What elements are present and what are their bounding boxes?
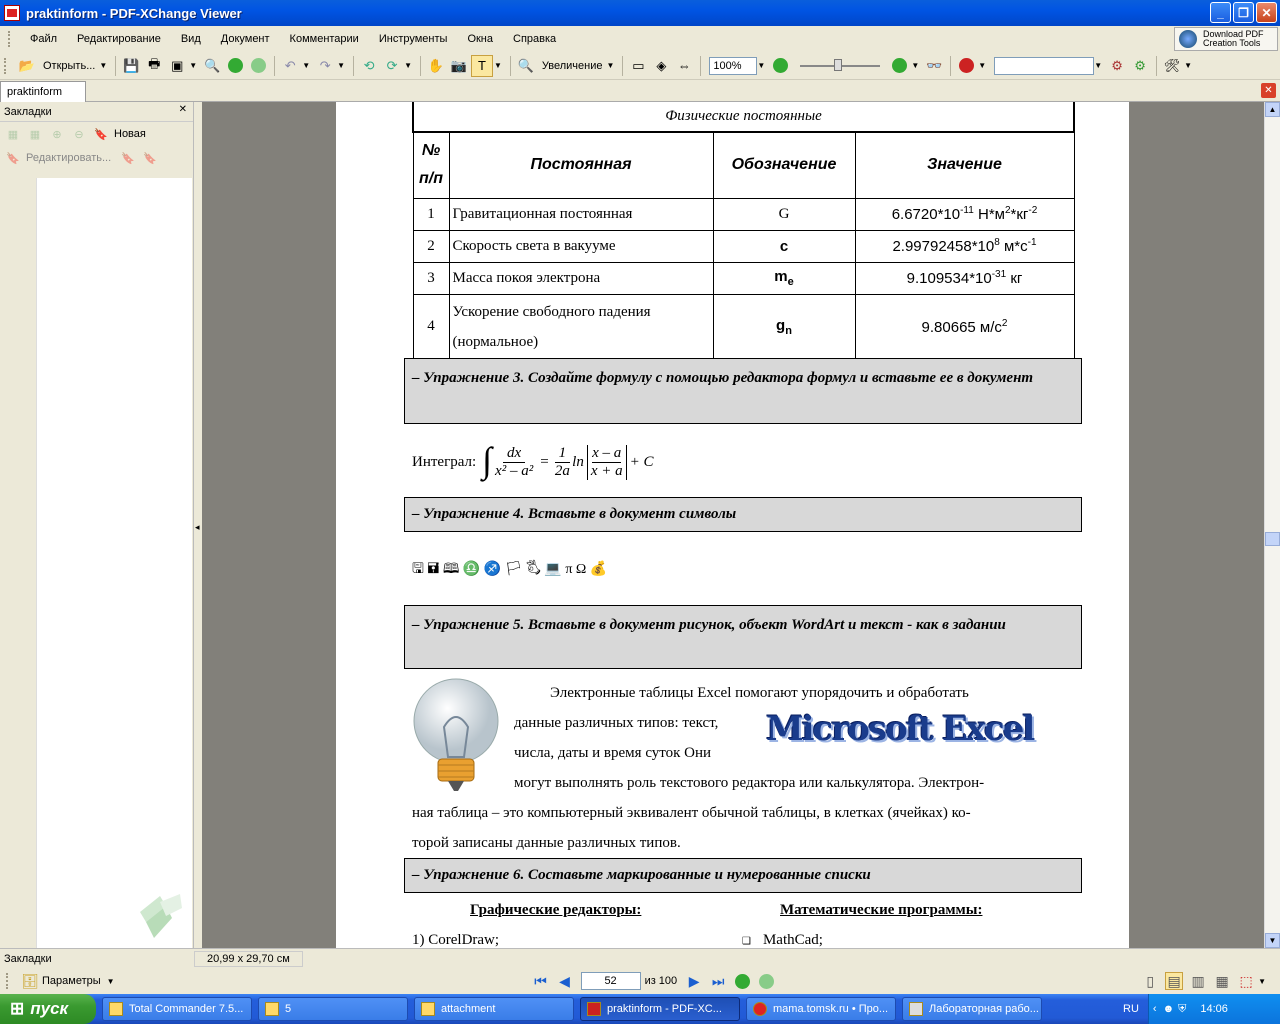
maximize-button[interactable]: ❐ <box>1233 2 1254 23</box>
taskbar-item-attachment[interactable]: attachment <box>414 997 574 1021</box>
row-number: 1 <box>413 198 449 230</box>
snapshot-icon[interactable]: 📷 <box>450 57 468 73</box>
row-value: $6.6720*10^{-11}$ $Н*м^2*кг^{-2}$ <box>855 198 1074 230</box>
continuous-page-icon[interactable]: ▤ <box>1165 972 1183 990</box>
document-tab-bar <box>0 80 1280 102</box>
find-icon[interactable]: 🔍 <box>204 57 221 73</box>
table-row <box>413 294 1074 359</box>
last-page-icon[interactable]: ⏭ <box>711 972 725 989</box>
lightbulb-image <box>408 677 502 795</box>
history-forward-icon[interactable] <box>757 972 775 990</box>
row-number: 3 <box>413 262 449 294</box>
row-symbol: $m_e$ <box>713 262 855 294</box>
header-value: Значение <box>855 132 1074 198</box>
collapse-icon[interactable]: ▦ <box>29 128 41 141</box>
scroll-down-icon[interactable]: ▼ <box>1265 933 1280 948</box>
undo-icon[interactable]: ↶ <box>284 57 296 73</box>
rotate-left-icon[interactable]: ⟲ <box>363 57 375 73</box>
text-select-icon[interactable]: T <box>471 55 493 77</box>
menu-comments[interactable]: Комментарии <box>289 33 359 45</box>
table-row <box>413 262 1074 294</box>
start-button[interactable]: ⊞ пуск <box>0 994 96 1024</box>
single-page-icon[interactable]: ▯ <box>1146 972 1155 989</box>
panel-splitter[interactable]: ◂ <box>194 102 202 948</box>
redo-icon[interactable]: ↷ <box>319 57 331 73</box>
download-line2: Creation Tools <box>1203 38 1261 48</box>
constants-table <box>412 102 1075 360</box>
move-bookmark-icon[interactable]: 🔖 <box>121 152 135 165</box>
open-dropdown-icon[interactable]: ▼ <box>99 61 108 70</box>
row-number: 2 <box>413 230 449 262</box>
download-line1: Download PDF <box>1203 29 1264 39</box>
integral-label: Интеграл: <box>412 453 477 470</box>
taskbar-item-opera[interactable]: mama.tomsk.ru • Про... <box>746 997 896 1021</box>
menu-bar <box>0 26 1280 52</box>
bookmarks-panel-title: Закладки <box>4 106 52 118</box>
title-bar <box>0 0 1280 26</box>
table-caption: Физические постоянные <box>413 102 1074 132</box>
header-symbol: Обозначение <box>713 132 855 198</box>
row-number: 4 <box>413 294 449 359</box>
continuous-facing-icon[interactable]: ▦ <box>1215 972 1229 989</box>
symbols-line: 🖫 🖬 🕮 ♎ ♐ 🏳 🖏 💻 π Ω 💰 <box>412 562 608 577</box>
save-icon[interactable]: 💾 <box>123 57 140 73</box>
page-size-label: 20,99 x 29,70 см <box>194 951 303 967</box>
scroll-up-icon[interactable]: ▲ <box>1265 102 1280 117</box>
prev-page-icon[interactable]: ◀ <box>559 972 570 989</box>
app-icon <box>4 5 20 21</box>
minimize-button[interactable]: _ <box>1210 2 1231 23</box>
back-icon[interactable] <box>224 55 246 77</box>
taskbar-item-total-commander[interactable]: Total Commander 7.5... <box>102 997 252 1021</box>
list-graphics-item: 1) CorelDraw; <box>412 932 500 948</box>
print-icon[interactable]: 🖶 <box>148 55 161 71</box>
row-symbol: G <box>713 198 855 230</box>
close-tab-icon[interactable]: ✕ <box>1261 83 1276 98</box>
row-name: Ускорение свободного падения (нормальное) <box>449 294 713 359</box>
excel-line-4: могут выполнять роль текстового редактора или калькулятора. Электрон- <box>514 775 985 791</box>
navigation-bar: 🗄 Параметры ▼ ⏮ ◀ 52 из 100 ▶ ⏭ ▯ ▤ ▥ ▦ ⬚ ▼ <box>0 968 1280 994</box>
facing-pages-icon[interactable]: ▥ <box>1191 972 1205 989</box>
page-count-label: из 100 <box>644 975 678 987</box>
bookmarks-panel <box>0 102 194 948</box>
excel-line-3: числа, даты и время суток Они <box>514 745 712 761</box>
row-name: Скорость света в вакууме <box>449 230 713 262</box>
list-graphics-heading: Графические редакторы: <box>470 902 642 918</box>
expand-icon[interactable]: ▦ <box>7 128 19 141</box>
glasses-icon[interactable]: 👓 <box>926 57 943 73</box>
hand-tool-icon[interactable]: ✋ <box>427 57 445 73</box>
taskbar <box>0 994 1280 1024</box>
row-symbol: c <box>713 230 855 262</box>
new-bookmark-icon[interactable]: 🔖 <box>94 128 108 141</box>
zoom-slider-knob[interactable] <box>834 59 842 71</box>
page-number-input[interactable]: 52 <box>581 972 641 990</box>
scan-icon[interactable]: ▣ <box>171 57 184 73</box>
row-value: $2.99792458*10^8$ $м*с^{-1}$ <box>855 230 1074 262</box>
zoom-in-icon[interactable] <box>888 55 910 77</box>
menu-windows[interactable]: Окна <box>467 33 493 45</box>
parameters-icon[interactable]: 🗄 <box>21 972 39 989</box>
taskbar-item-pdf-xchange[interactable]: praktinform - PDF-XC... <box>580 997 740 1021</box>
zoom-in-bookmark-icon[interactable]: ⊕ <box>52 128 62 141</box>
bookmarks-tab[interactable]: Закладки <box>4 952 52 965</box>
shield-icon[interactable]: ⛨ <box>1178 1002 1187 1015</box>
list-math-item: ❑ MathCad; <box>742 932 823 948</box>
new-bookmark-button[interactable]: Новая <box>114 128 146 140</box>
globe-icon <box>1179 30 1197 48</box>
excel-line-6: торой записаны данные различных типов. <box>412 835 681 851</box>
rotate-right-icon[interactable]: ⟳ <box>386 57 398 73</box>
menu-file[interactable]: Файл <box>30 33 58 45</box>
toolbar-grip[interactable] <box>4 58 8 74</box>
wordart-microsoft-excel: Microsoft Excel <box>766 709 1034 749</box>
integral-formula: Интеграл: ∫ $\frac{dx}{\text{x² – a²}}$ = $\frac{1}{2a}$ ln x – a x + a + C <box>412 440 654 480</box>
header-constant: Постоянная <box>449 132 713 198</box>
toolbar-grip[interactable] <box>8 31 12 47</box>
list-math-heading: Математические программы: <box>780 902 983 918</box>
table-row <box>413 198 1074 230</box>
open-button[interactable]: Открыть... <box>43 59 96 72</box>
delete-bookmark-icon[interactable]: 🔖 <box>143 152 157 165</box>
menu-tools[interactable]: Инструменты <box>378 33 448 45</box>
tray-expand-icon[interactable]: ‹ <box>1152 1003 1157 1015</box>
row-name: Масса покоя электрона <box>449 262 713 294</box>
bookmarks-watermark-icon <box>136 892 186 942</box>
row-name: Гравитационная постоянная <box>449 198 713 230</box>
next-page-icon[interactable]: ▶ <box>688 972 700 989</box>
pdf-export-icon[interactable]: ⬚ <box>1239 972 1253 989</box>
history-back-icon[interactable] <box>733 972 751 990</box>
zoom-level-input[interactable]: 100% <box>709 57 757 75</box>
header-number: № п/п <box>413 132 449 198</box>
menu-view[interactable]: Вид <box>180 33 201 45</box>
exercise-4-box: – Упражнение 4. Вставьте в документ символы <box>404 497 1082 532</box>
zoom-button[interactable]: Увеличение <box>541 59 603 72</box>
pdf-page <box>336 102 1129 948</box>
main-toolbar: 📂 Открыть... ▼ 💾 🖶 ▣ ▼ 🔍 ↶ ▼ ↷ ▼ ⟲ ⟳ ▼ ✋ 📷 T ▼ 🔍 Увеличение ▼ ▭ ◈ ⇔ 100% ▼ ▼ 👓 ▼ ▼ ⚙ ⚙ 🛠 ▼ <box>0 52 1280 80</box>
options-icon[interactable]: 🛠 <box>1163 57 1181 73</box>
scroll-thumb[interactable] <box>1265 532 1280 546</box>
bookmarks-tree[interactable] <box>36 178 192 948</box>
document-viewer[interactable] <box>202 102 1264 948</box>
menu-help[interactable]: Справка <box>513 33 557 45</box>
open-folder-icon[interactable]: 📂 <box>18 57 36 73</box>
search-input[interactable] <box>994 57 1094 75</box>
language-indicator[interactable]: RU <box>1123 1003 1139 1015</box>
edit-bookmark-button[interactable]: Редактировать... <box>26 152 112 164</box>
zoom-slider[interactable] <box>800 65 880 67</box>
search-prev-icon[interactable]: ⚙ <box>1111 57 1123 73</box>
fit-page-icon[interactable]: ◈ <box>656 57 667 73</box>
window-title: praktinform - PDF-XChange Viewer <box>26 5 242 21</box>
system-tray <box>1123 994 1280 1024</box>
exercise-5-box: – Упражнение 5. Вставьте в документ рисунок, объект WordArt и текст - как в задании <box>404 605 1082 669</box>
exercise-6-box: – Упражнение 6. Составьте маркированные и нумерованные списки <box>404 858 1082 893</box>
excel-line-2: данные различных типов: текст, <box>514 715 719 731</box>
excel-line-5: ная таблица – это компьютерный эквивалент обычной таблицы, в клетках (ячейках) ко- <box>412 805 971 821</box>
exercise-3-box: – Упражнение 3. Создайте формулу с помощью редактора формул и вставьте ее в документ <box>404 358 1082 424</box>
table-row <box>413 230 1074 262</box>
menu-edit[interactable]: Редактирование <box>77 33 161 45</box>
antivirus-icon[interactable]: ☻ <box>1162 1003 1175 1015</box>
close-panel-icon[interactable]: ✕ <box>178 104 187 115</box>
vertical-scrollbar[interactable] <box>1264 102 1280 948</box>
actual-size-icon[interactable]: ▭ <box>632 57 645 73</box>
status-bar <box>0 948 1280 968</box>
edit-bookmark-icon[interactable]: 🔖 <box>6 152 20 165</box>
close-button[interactable]: ✕ <box>1256 2 1277 23</box>
download-pdf-tools-button[interactable] <box>1174 27 1278 51</box>
row-value: $9.109534*10^{-31}$ кг <box>855 262 1074 294</box>
zoom-icon[interactable]: 🔍 <box>517 57 534 73</box>
taskbar-item-word[interactable]: Лабораторная рабо... <box>902 997 1042 1021</box>
ask-icon[interactable] <box>955 55 977 77</box>
taskbar-item-folder-5[interactable]: 5 <box>258 997 408 1021</box>
row-symbol: $g_n$ <box>713 294 855 359</box>
excel-line-1: Электронные таблицы Excel помогают упорядочить и обработать <box>550 685 969 701</box>
fit-width-icon[interactable]: ⇔ <box>677 58 691 73</box>
zoom-dropdown-icon[interactable]: ▼ <box>757 61 766 70</box>
first-page-icon[interactable]: ⏮ <box>534 972 547 989</box>
zoom-out-bookmark-icon[interactable]: ⊖ <box>74 128 84 141</box>
row-value: 9.80665 $м/с^2$ <box>855 294 1074 359</box>
parameters-button[interactable]: Параметры <box>42 975 101 987</box>
tab-praktinform[interactable]: praktinform <box>0 81 86 102</box>
search-next-icon[interactable]: ⚙ <box>1134 57 1146 73</box>
menu-document[interactable]: Документ <box>220 33 270 45</box>
clock: 14:06 <box>1200 1003 1228 1015</box>
forward-icon[interactable] <box>247 55 269 77</box>
zoom-out-icon[interactable] <box>769 55 791 77</box>
